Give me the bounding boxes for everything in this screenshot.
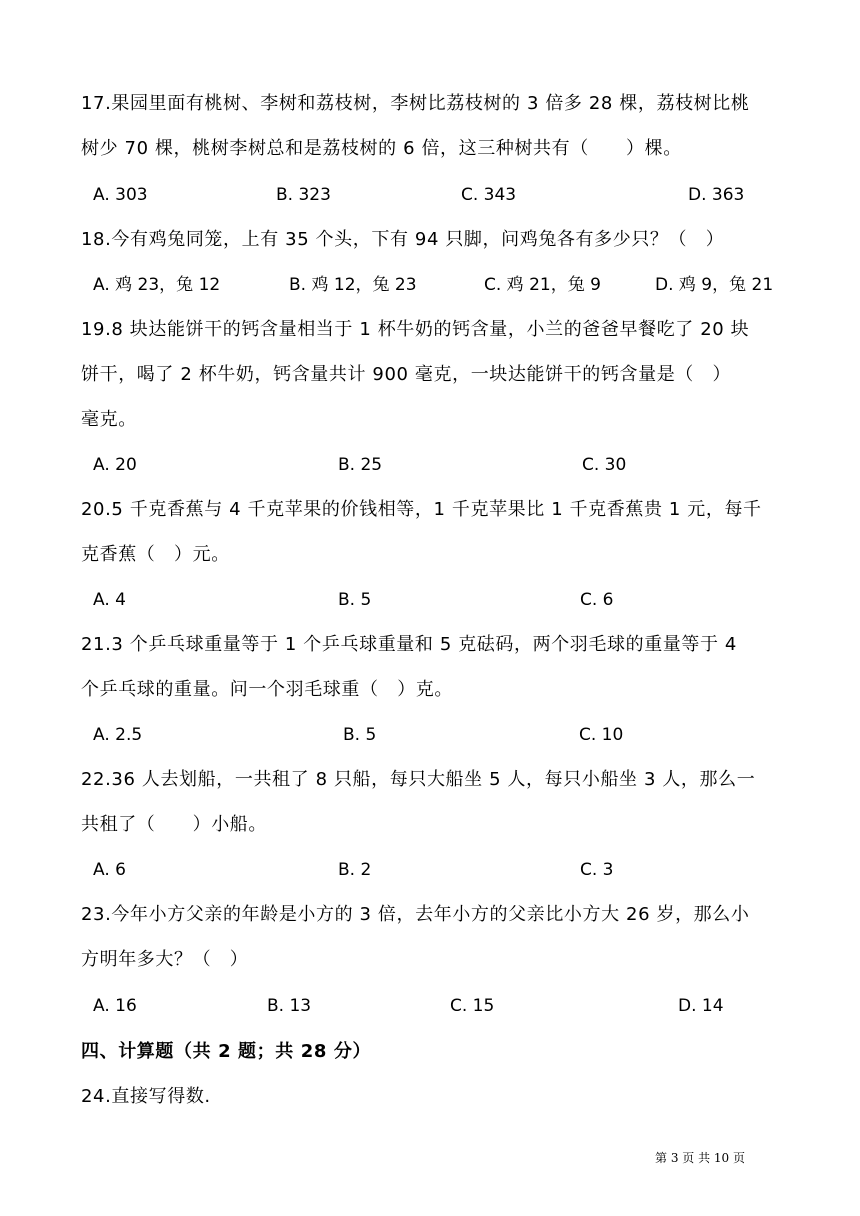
question-18-line-1: 18.今有鸡兔同笼，上有 35 个头，下有 94 只脚，问鸡兔各有多少只？（ ）	[81, 229, 725, 250]
question-21-line-1: 21.3 个乒乓球重量等于 1 个乒乓球重量和 5 克砝码，两个羽毛球的重量等于 4	[81, 634, 737, 655]
question-22-line-2: 共租了（ ）小船。	[81, 814, 267, 835]
page-footer: 第 3 页 共 10 页	[655, 1151, 745, 1165]
question-20-option-b: B. 5	[338, 590, 372, 610]
question-23-line-2: 方明年多大？（ ）	[81, 949, 249, 970]
question-17-line-1: 17.果园里面有桃树、李树和荔枝树，李树比荔枝树的 3 倍多 28 棵，荔枝树比桃	[81, 93, 750, 114]
question-20-option-a: A. 4	[93, 590, 126, 610]
question-18-option-d: D. 鸡 9，兔 21	[655, 275, 774, 295]
question-19-option-b: B. 25	[338, 455, 383, 475]
question-19-line-2: 饼干，喝了 2 杯牛奶，钙含量共计 900 毫克，一块达能饼干的钙含量是（ ）	[81, 364, 732, 385]
question-17-option-c: C. 343	[461, 185, 517, 205]
question-18-option-c: C. 鸡 21，兔 9	[484, 275, 601, 295]
question-22-option-c: C. 3	[580, 860, 614, 880]
question-21-option-a: A. 2.5	[93, 725, 143, 745]
question-18-option-b: B. 鸡 12，兔 23	[289, 275, 417, 295]
question-23-option-a: A. 16	[93, 996, 137, 1016]
question-22-line-1: 22.36 人去划船，一共租了 8 只船，每只大船坐 5 人，每只小船坐 3 人，那么一	[81, 769, 756, 790]
question-23-line-1: 23.今年小方父亲的年龄是小方的 3 倍，去年小方的父亲比小方大 26 岁，那么小	[81, 904, 750, 925]
question-19-option-c: C. 30	[582, 455, 627, 475]
section-title: 四、计算题（共 2 题；共 28 分）	[81, 1041, 372, 1062]
question-19-line-1: 19.8 块达能饼干的钙含量相当于 1 杯牛奶的钙含量，小兰的爸爸早餐吃了 20 块	[81, 319, 750, 340]
question-17-option-d: D. 363	[688, 185, 745, 205]
question-20-line-2: 克香蕉（ ）元。	[81, 544, 230, 565]
question-21-option-b: B. 5	[343, 725, 377, 745]
question-22-option-a: A. 6	[93, 860, 126, 880]
question-19-option-a: A. 20	[93, 455, 137, 475]
question-23-option-b: B. 13	[267, 996, 312, 1016]
question-17-option-a: A. 303	[93, 185, 148, 205]
question-17-line-2: 树少 70 棵，桃树李树总和是荔枝树的 6 倍，这三种树共有（ ）棵。	[81, 138, 682, 159]
question-19-line-3: 毫克。	[81, 409, 137, 430]
question-23-option-c: C. 15	[450, 996, 495, 1016]
question-17-option-b: B. 323	[276, 185, 331, 205]
question-24: 24.直接写得数.	[81, 1086, 211, 1107]
question-22-option-b: B. 2	[338, 860, 372, 880]
question-23-option-d: D. 14	[678, 996, 724, 1016]
question-18-option-a: A. 鸡 23，兔 12	[93, 275, 221, 295]
question-20-option-c: C. 6	[580, 590, 614, 610]
question-21-line-2: 个乒乓球的重量。问一个羽毛球重（ ）克。	[81, 679, 453, 700]
question-20-line-1: 20.5 千克香蕉与 4 千克苹果的价钱相等，1 千克苹果比 1 千克香蕉贵 1 元，每千	[81, 499, 762, 520]
question-21-option-c: C. 10	[579, 725, 624, 745]
